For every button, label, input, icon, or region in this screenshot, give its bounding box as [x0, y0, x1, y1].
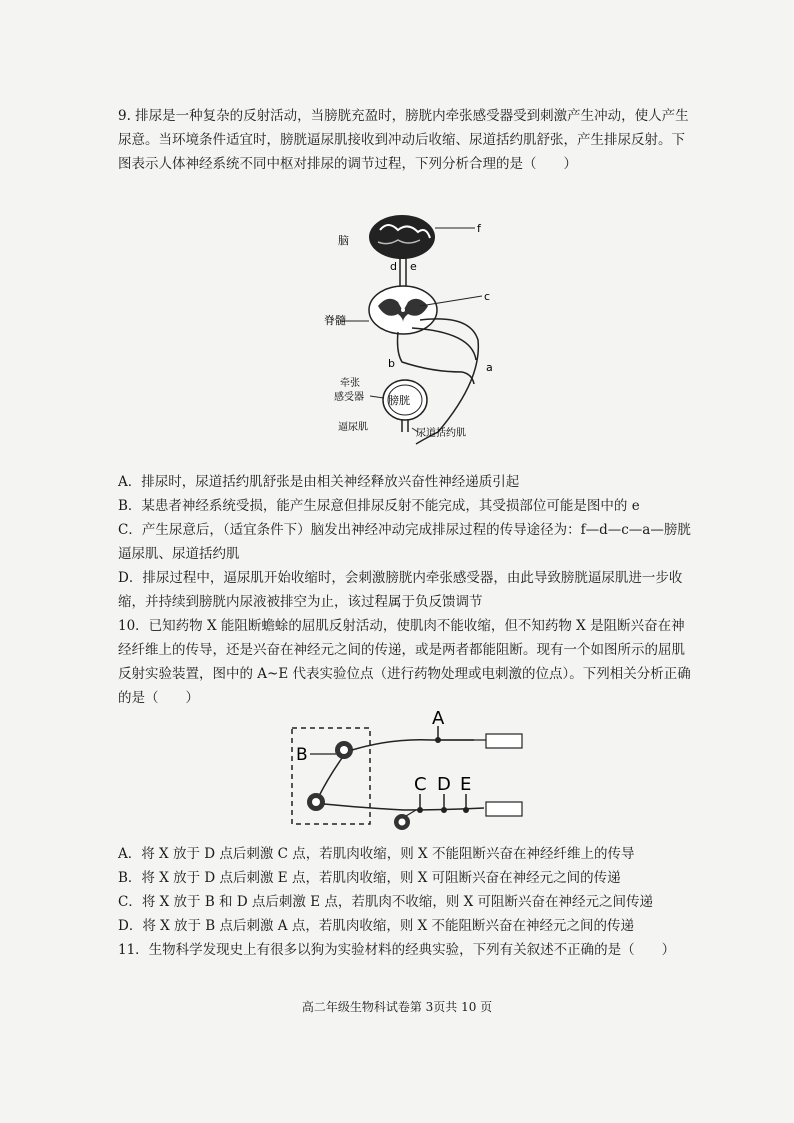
label-a: a	[486, 361, 493, 374]
q10-option-d[interactable]: D．将 X 放于 B 点后刺激 A 点，若肌肉收缩，则 X 不能阻断兴奋在神经元之间的传递	[118, 918, 635, 934]
question-9-stem: 9. 排尿是一种复杂的反射活动，当膀胱充盈时，膀胱内牵张感受器受到刺激产生冲动，使人产生尿意。当环境条件适宜时，膀胱逼尿肌接收到冲动后收缩、尿道括约肌舒张，产生排尿反射。下图表示人体神经系统不同中枢对排尿的调节过程，下列分析合理的是（ ）	[118, 108, 689, 172]
urination-reflex-diagram	[320, 210, 520, 448]
q9-option-c[interactable]: C．产生尿意后，（适宜条件下）脑发出神经冲动完成排尿过程的传导途径为：f—d—c—a—膀胱逼尿肌、尿道括约肌	[118, 522, 691, 562]
flexor-reflex-diagram	[286, 704, 526, 840]
q10-option-a[interactable]: A．将 X 放于 D 点后刺激 C 点，若肌肉收缩，则 X 不能阻断兴奋在神经纤维上的传导	[118, 846, 635, 862]
q9-option-a[interactable]: A．排尿时，尿道括约肌舒张是由相关神经释放兴奋性神经递质引起	[118, 474, 520, 490]
label-c: c	[484, 290, 491, 303]
spinal-cord-section	[369, 286, 437, 334]
label-a-point: A	[432, 708, 445, 729]
brain-label: 脑	[338, 234, 349, 247]
receptor-label-1: 牵张	[340, 378, 360, 389]
label-e: e	[410, 260, 417, 273]
label-b-point: B	[296, 745, 308, 765]
brain-shape	[369, 215, 435, 259]
spinal-label: 脊髓	[324, 314, 346, 327]
question-10-options	[118, 842, 698, 938]
label-d: d	[390, 260, 397, 273]
question-9-options	[118, 470, 698, 614]
label-f: f	[477, 222, 481, 235]
label-b: b	[388, 357, 395, 370]
q9-option-b[interactable]: B．某患者神经系统受损，能产生尿意但排尿反射不能完成，其受损部位可能是图中的 e	[118, 498, 640, 514]
label-c-point: C	[414, 774, 427, 795]
upper-synapse	[335, 741, 353, 759]
question-11-stem: 11．生物科学发现史上有很多以狗为实验材料的经典实验，下列有关叙述不正确的是（ ）	[118, 942, 676, 958]
question-10-stem: 10．已知药物 X 能阻断蟾蜍的屈肌反射活动，使肌肉不能收缩，但不知药物 X 是阻断兴奋在神经纤维上的传导，还是兴奋在神经元之间的传递，或是两者都能阻断。现有一个如图所示的屈肌反射实验装置，图中的 A~E 代表实验位点（进行药物处理或电刺激的位点）。下列相关分析正确的是（ ）	[118, 618, 691, 706]
q10-option-c[interactable]: C．将 X 放于 B 和 D 点后刺激 E 点，若肌肉不收缩，则 X 可阻断兴奋在神经元之间传递	[118, 894, 654, 910]
page-footer: 高二年级生物科试卷第 3页共 10 页	[301, 1000, 493, 1014]
q10-option-b[interactable]: B．将 X 放于 D 点后刺激 E 点，若肌肉收缩，则 X 可阻断兴奋在神经元之间的传递	[118, 870, 621, 886]
detrusor-label: 逼尿肌	[338, 422, 368, 433]
sphincter-label: 尿道括约肌	[416, 428, 466, 439]
bladder-label: 膀胱	[388, 394, 410, 407]
label-e-point: E	[460, 774, 472, 795]
external-synapse	[394, 814, 410, 830]
label-d-point: D	[437, 774, 451, 795]
lower-synapse	[307, 793, 325, 811]
receptor-label-2: 感受器	[334, 392, 364, 403]
q9-option-d[interactable]: D．排尿过程中，逼尿肌开始收缩时，会刺激膀胱内牵张感受器，由此导致膀胱逼尿肌进一步收缩，并持续到膀胱内尿液被排空为止，该过程属于负反馈调节	[118, 570, 683, 610]
